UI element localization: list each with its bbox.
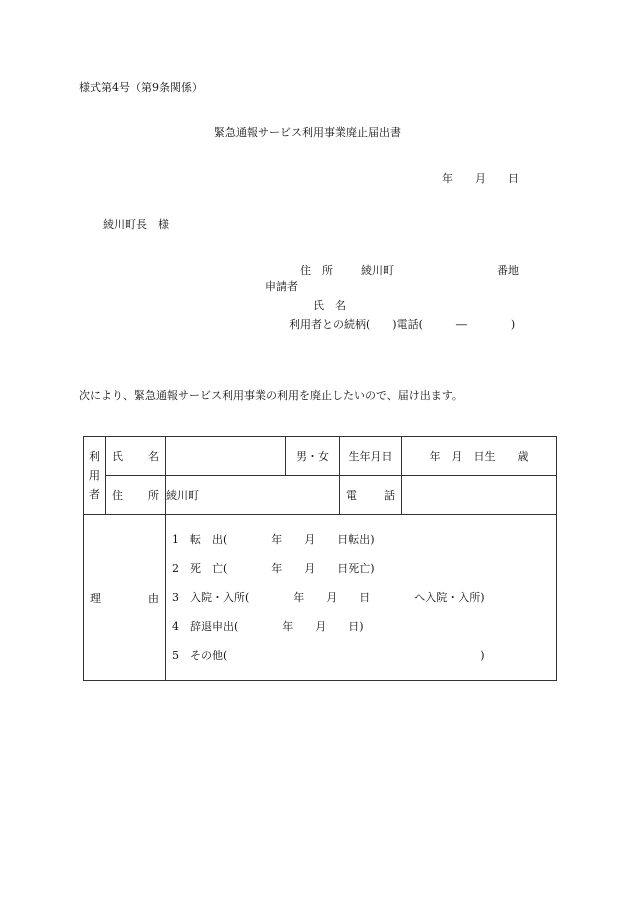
- reason-option-transfer[interactable]: 1 転 出( 年 月 日転出): [172, 533, 375, 546]
- table-row: [84, 437, 557, 476]
- reason-label-char: 理: [90, 591, 101, 605]
- user-label-cell: [84, 437, 106, 515]
- reason-option-death[interactable]: 2 死 亡( 年 月 日死亡): [172, 562, 375, 575]
- statement: 次により、緊急通報サービス利用事業の利用を廃止したいので、届け出ます。: [79, 389, 463, 402]
- name-label-cell: [106, 437, 166, 476]
- form-number: 様式第4号（第9条関係）: [79, 81, 203, 94]
- reason-label-char: 由: [148, 591, 159, 605]
- date-line: 年 月 日: [442, 172, 519, 185]
- phone-label-cell: [340, 476, 402, 515]
- reason-option-hospitalization[interactable]: 3 入院・入所( 年 月 日 へ入院・入所): [172, 591, 485, 604]
- gender-field[interactable]: 男・女: [286, 437, 340, 476]
- user-label-char: 利: [89, 450, 100, 463]
- address-label-char: 所: [148, 489, 159, 502]
- applicant-label: 申請者: [265, 280, 298, 293]
- applicant-address-label: 住 所: [300, 264, 333, 277]
- address-field[interactable]: 綾川町: [166, 476, 340, 515]
- name-field[interactable]: [166, 437, 286, 476]
- reason-option-other[interactable]: 5 その他( ): [172, 649, 485, 662]
- reason-label-cell: [84, 515, 166, 681]
- phone-label-char: 話: [384, 489, 395, 502]
- user-label-char: 用: [89, 469, 100, 482]
- applicant-address-suffix: 番地: [497, 264, 519, 277]
- name-label-char: 名: [148, 450, 159, 463]
- reason-options: [166, 515, 557, 681]
- document-title: 緊急通報サービス利用事業廃止届出書: [214, 126, 401, 139]
- name-label-char: 氏: [112, 450, 123, 463]
- addressee: 綾川町長 様: [103, 218, 169, 231]
- phone-label-char: 電: [346, 489, 357, 502]
- phone-field[interactable]: [402, 476, 557, 515]
- address-label-cell: [106, 476, 166, 515]
- reason-option-withdrawal[interactable]: 4 辞退申出( 年 月 日): [172, 620, 364, 633]
- applicant-name-label: 氏 名: [313, 299, 346, 312]
- user-info-table: [83, 436, 557, 681]
- birth-field[interactable]: 年 月 日生 歳: [402, 437, 557, 476]
- applicant-address-value: 綾川町: [361, 264, 394, 277]
- address-label-char: 住: [112, 489, 123, 502]
- table-row: [84, 476, 557, 515]
- applicant-relation-line: 利用者との続柄( )電話( ― ): [289, 318, 516, 331]
- table-row: [84, 515, 557, 681]
- user-label-char: 者: [89, 488, 100, 501]
- birth-label: 生年月日: [340, 437, 402, 476]
